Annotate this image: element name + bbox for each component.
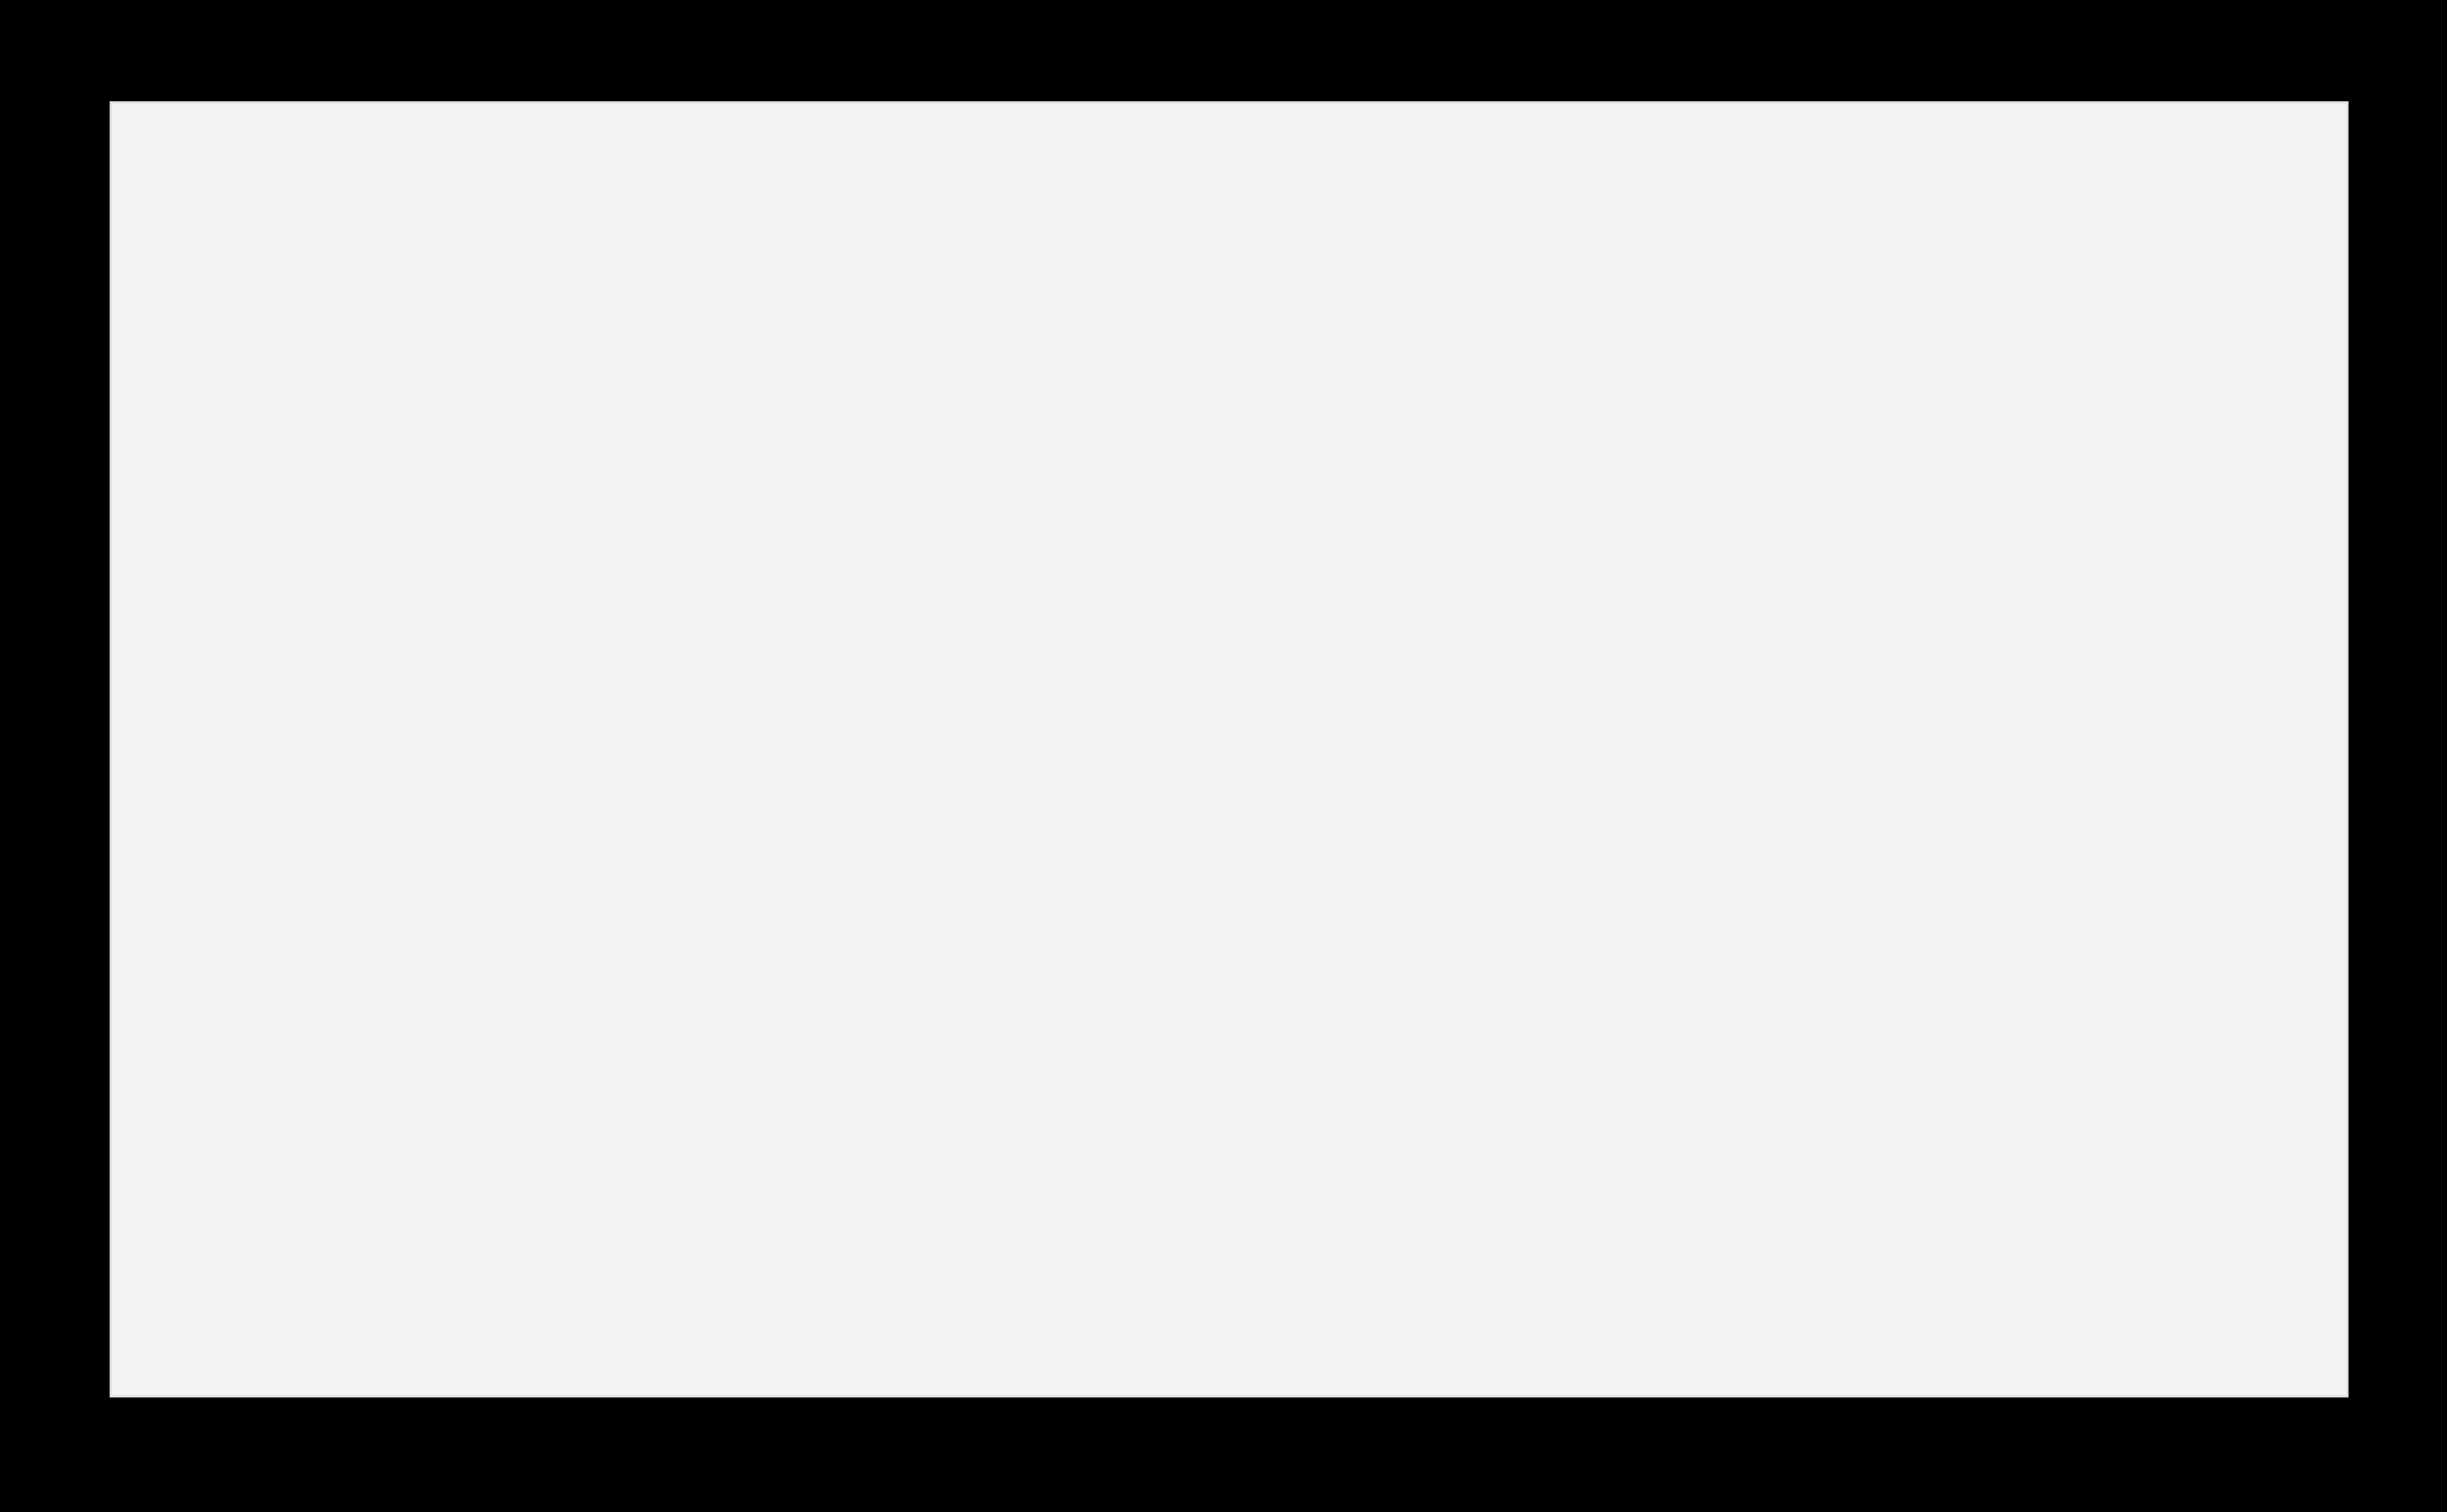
census-card [112, 103, 2346, 1395]
